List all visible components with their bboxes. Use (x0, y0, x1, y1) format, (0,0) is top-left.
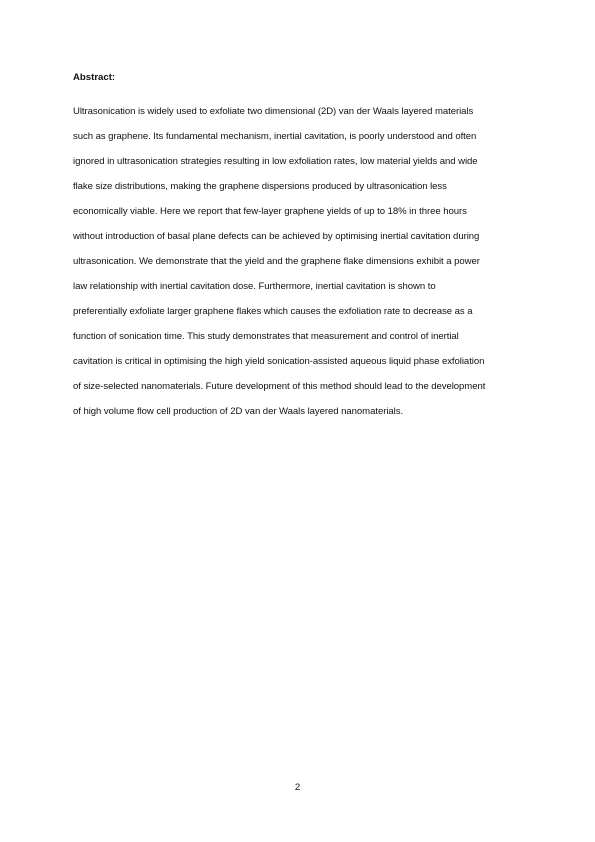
abstract-line: ultrasonication. We demonstrate that the yield and the graphene flake dimensions exhibit a power (73, 256, 480, 267)
abstract-line: ignored in ultrasonication strategies resulting in low exfoliation rates, low material yields and wide (73, 156, 478, 167)
abstract-line: flake size distributions, making the graphene dispersions produced by ultrasonication less (73, 181, 447, 192)
abstract-line: such as graphene. Its fundamental mechanism, inertial cavitation, is poorly understood and often (73, 131, 477, 142)
page-number: 2 (294, 782, 301, 793)
abstract-line: Ultrasonication is widely used to exfoliate two dimensional (2D) van der Waals layered materials (73, 106, 474, 117)
abstract-line: economically viable. Here we report that few-layer graphene yields of up to 18% in three hours (73, 206, 467, 217)
abstract-line: cavitation is critical in optimising the high yield sonication-assisted aqueous liquid phase exfoliation (73, 356, 485, 367)
abstract-line: law relationship with inertial cavitation dose. Furthermore, inertial cavitation is shown to (73, 281, 436, 292)
abstract-heading: Abstract: (73, 72, 116, 83)
abstract-line: of size-selected nanomaterials. Future development of this method should lead to the development (73, 381, 486, 392)
abstract-line: without introduction of basal plane defects can be achieved by optimising inertial cavitation during (73, 231, 480, 242)
abstract-line: of high volume flow cell production of 2D van der Waals layered nanomaterials. (73, 406, 404, 417)
abstract-line: function of sonication time. This study demonstrates that measurement and control of inertial (73, 331, 459, 342)
abstract-line: preferentially exfoliate larger graphene flakes which causes the exfoliation rate to decrease as a (73, 306, 473, 317)
